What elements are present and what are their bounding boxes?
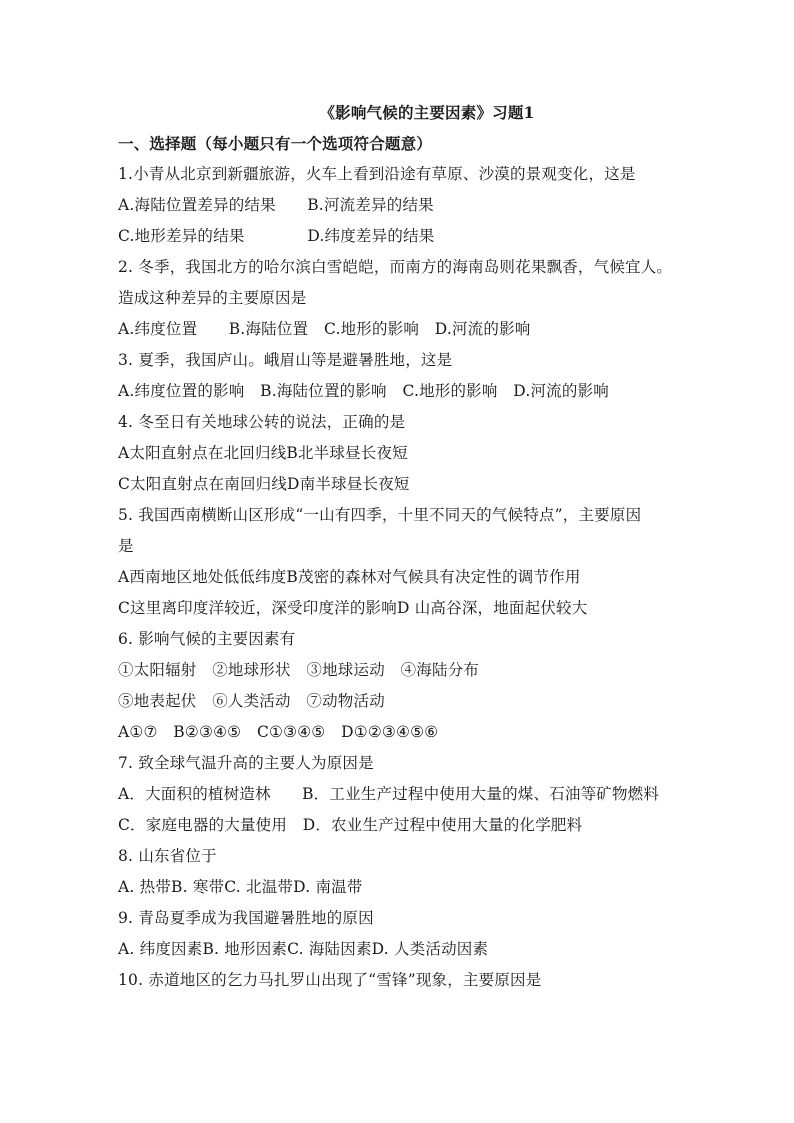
section-heading: 一、选择题（每小题只有一个选项符合题意） bbox=[118, 134, 433, 153]
question-8-options: A. 热带B. 寒带C. 北温带D. 南温带 bbox=[118, 878, 363, 896]
question-7-stem: 7. 致全球气温升高的主要人为原因是 bbox=[118, 754, 374, 772]
question-1-options-ab: A.海陆位置差异的结果 B.河流差异的结果 bbox=[118, 196, 434, 214]
question-1-options-cd: C.地形差异的结果 D.纬度差异的结果 bbox=[118, 227, 435, 245]
question-6-factors-line-1: ①太阳辐射 ②地球形状 ③地球运动 ④海陆分布 bbox=[118, 661, 480, 679]
page-title: 《影响气候的主要因素》习题1 bbox=[319, 103, 535, 122]
document-body bbox=[118, 97, 688, 996]
question-5-stem-line-2: 是 bbox=[118, 537, 134, 555]
question-9-options: A. 纬度因素B. 地形因素C. 海陆因素D. 人类活动因素 bbox=[118, 940, 489, 958]
question-2-stem-line-2: 造成这种差异的主要原因是 bbox=[118, 289, 307, 307]
question-5-options-ab: A西南地区地处低低纬度B茂密的森林对气候具有决定性的调节作用 bbox=[118, 568, 581, 586]
question-1-stem: 1.小青从北京到新疆旅游，火车上看到沿途有草原、沙漠的景观变化，这是 bbox=[118, 165, 636, 183]
question-6-factors-line-2: ⑤地表起伏 ⑥人类活动 ⑦动物活动 bbox=[118, 692, 385, 710]
question-7-options-ab: A．大面积的植树造林 B．工业生产过程中使用大量的煤、石油等矿物燃料 bbox=[118, 785, 660, 803]
question-8-stem: 8. 山东省位于 bbox=[118, 847, 217, 865]
question-5-options-cd: C这里离印度洋较近，深受印度洋的影响D 山高谷深，地面起伏较大 bbox=[118, 599, 588, 617]
question-2-stem-line-1: 2. 冬季，我国北方的哈尔滨白雪皑皑，而南方的海南岛则花果飘香，气候宜人。 bbox=[118, 258, 673, 276]
question-5-stem-line-1: 5. 我国西南横断山区形成“一山有四季，十里不同天的气候特点”，主要原因 bbox=[118, 506, 642, 524]
question-3-options: A.纬度位置的影响 B.海陆位置的影响 C.地形的影响 D.河流的影响 bbox=[118, 382, 609, 400]
question-7-options-cd: C．家庭电器的大量使用 D．农业生产过程中使用大量的化学肥料 bbox=[118, 816, 583, 834]
question-6-options: A①⑦ B②③④⑤ C①③④⑤ D①②③④⑤⑥ bbox=[118, 723, 439, 741]
question-4-options-ab: A太阳直射点在北回归线B北半球昼长夜短 bbox=[118, 444, 408, 462]
question-2-options: A.纬度位置 B.海陆位置 C.地形的影响 D.河流的影响 bbox=[118, 320, 531, 338]
question-10-stem: 10. 赤道地区的乞力马扎罗山出现了“雪锋”现象，主要原因是 bbox=[118, 971, 542, 989]
question-6-stem: 6. 影响气候的主要因素有 bbox=[118, 630, 296, 648]
question-9-stem: 9. 青岛夏季成为我国避暑胜地的原因 bbox=[118, 909, 374, 927]
question-4-stem: 4. 冬至日有关地球公转的说法，正确的是 bbox=[118, 413, 406, 431]
question-4-options-cd: C太阳直射点在南回归线D南半球昼长夜短 bbox=[118, 475, 410, 493]
question-3-stem: 3. 夏季，我国庐山。峨眉山等是避暑胜地，这是 bbox=[118, 351, 453, 369]
